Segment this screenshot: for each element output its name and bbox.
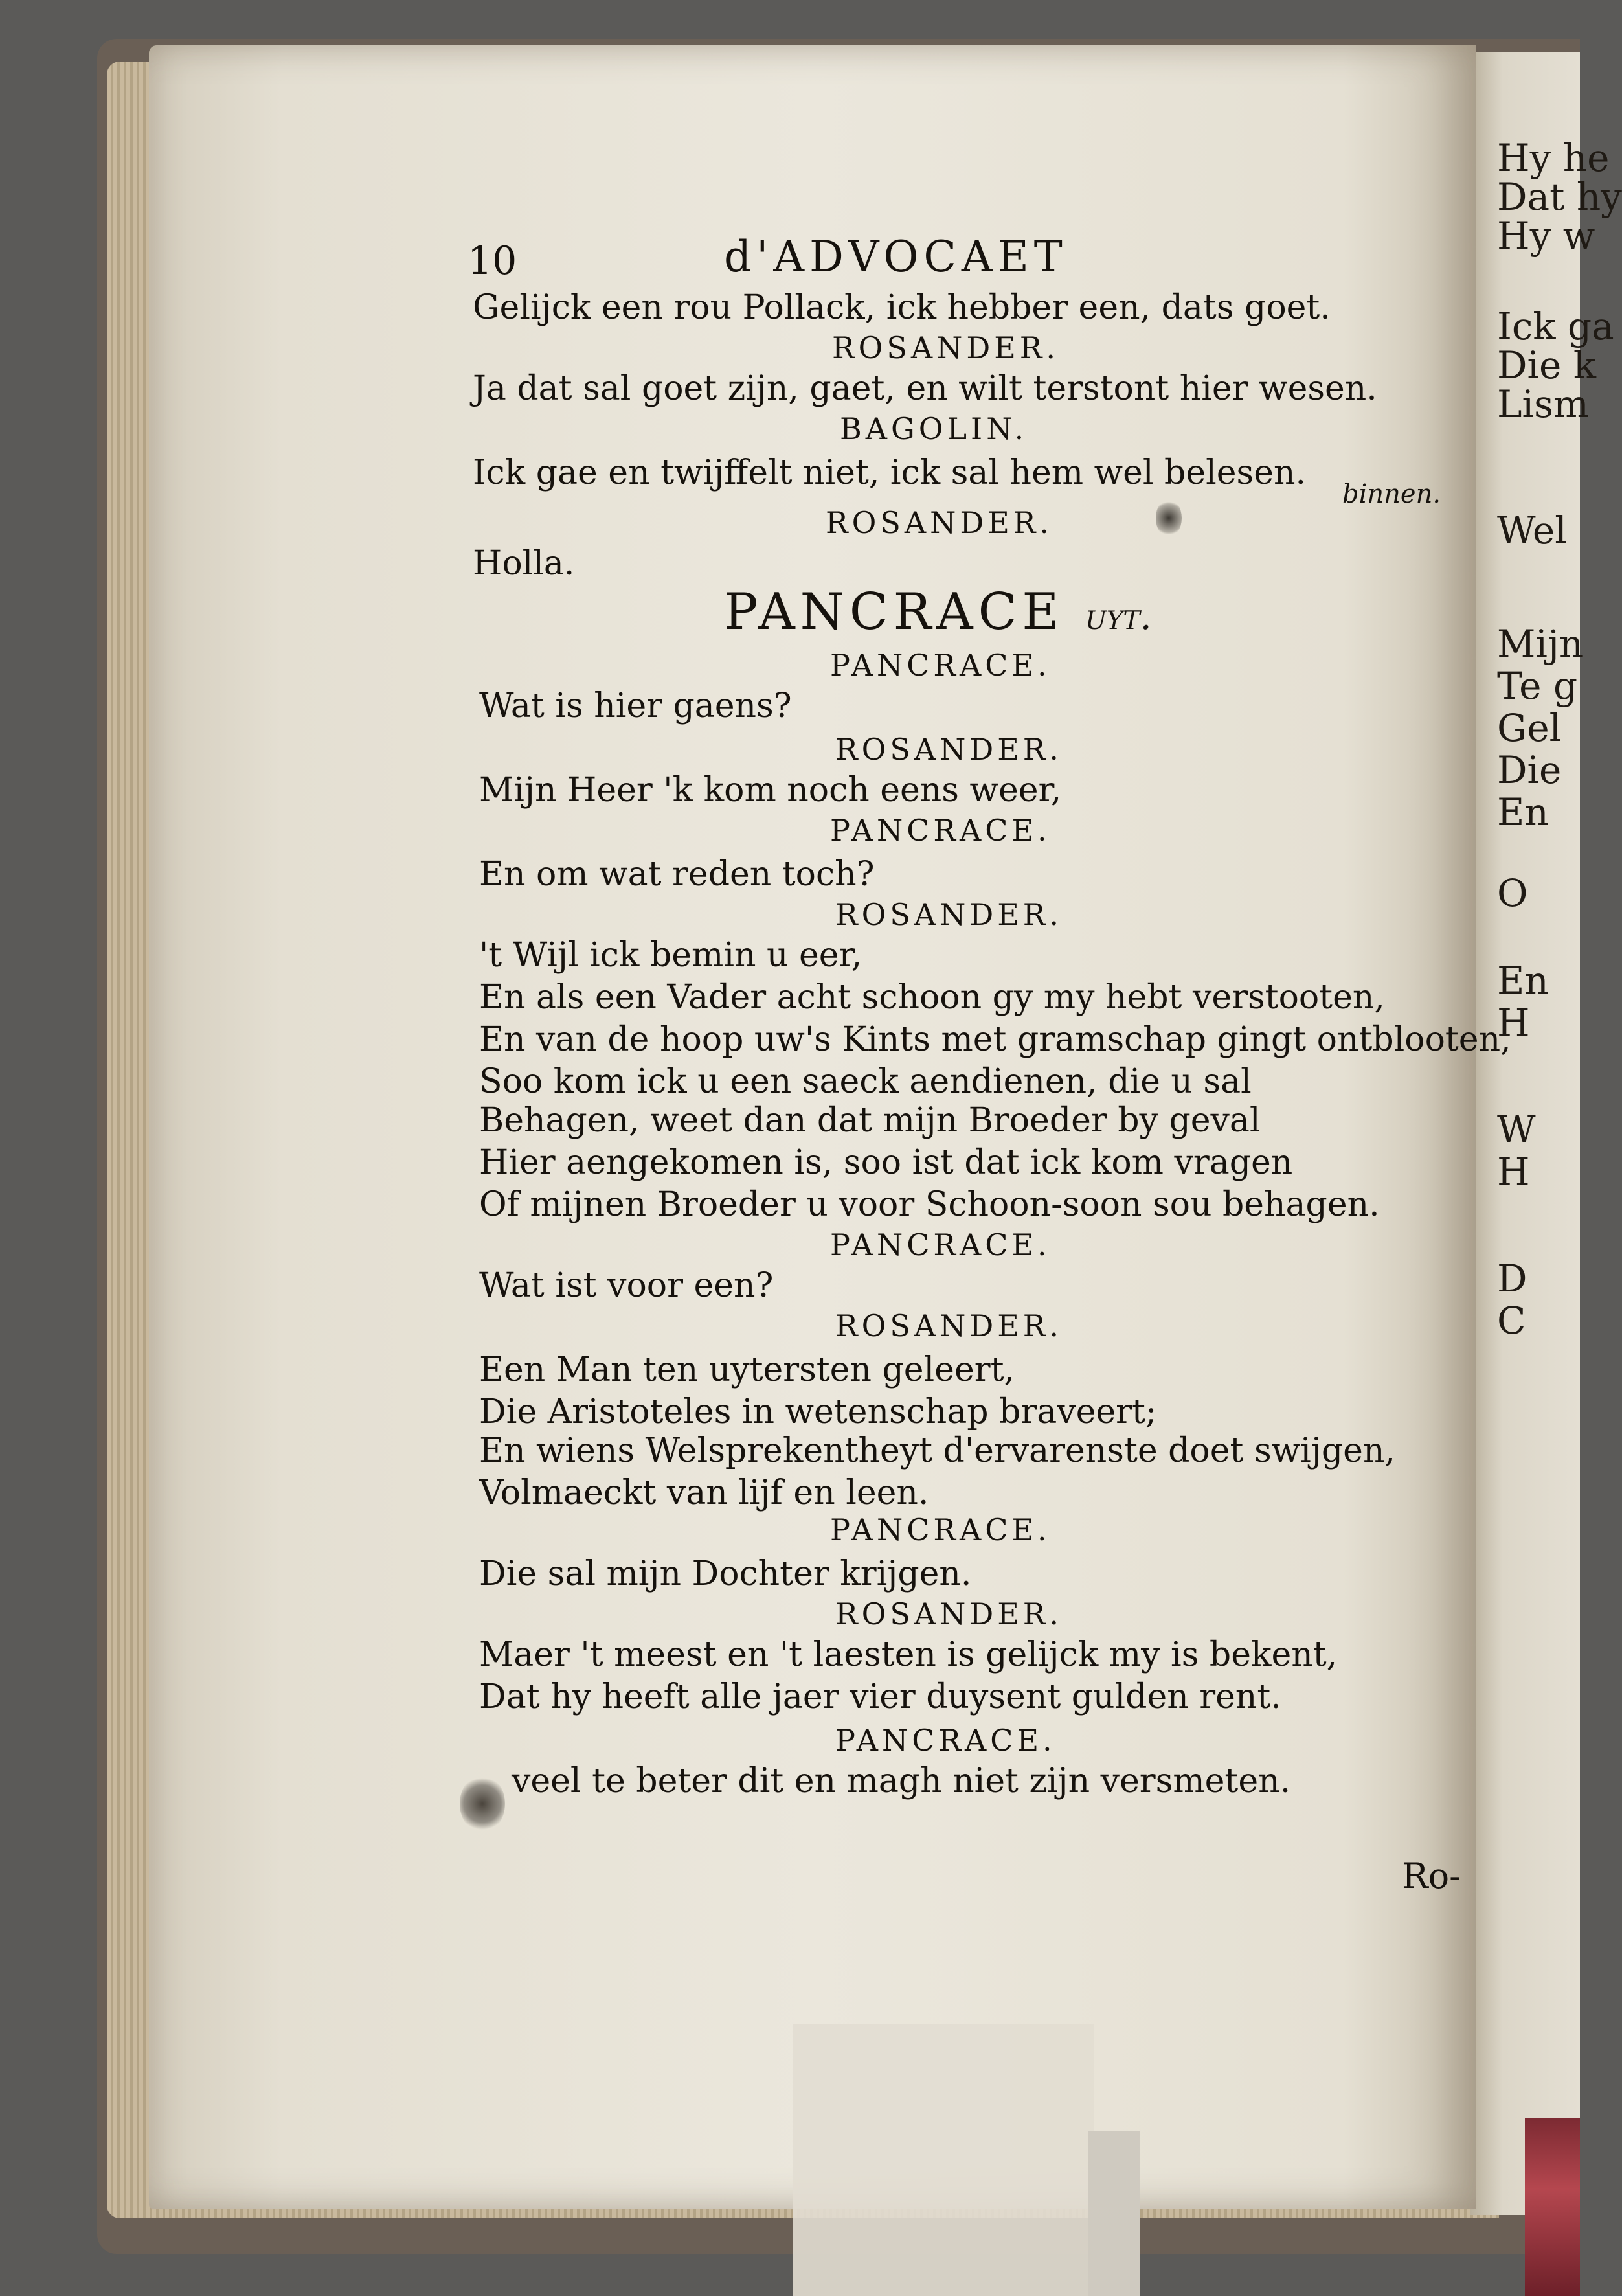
verse-line: En wiens Welsprekentheyt d'ervarenste doet swijgen, (479, 1431, 1395, 1470)
speaker-name: PANCRACE. (830, 1227, 1051, 1262)
facing-page-fragment: En (1497, 790, 1549, 834)
facing-page-fragment: C (1497, 1299, 1526, 1343)
verse-line: En als een Vader acht schoon gy my hebt verstooten, (479, 978, 1385, 1017)
facing-page-fragment: O (1497, 871, 1528, 915)
verse-line: Gelijck een rou Pollack, ick hebber een, dats goet. (473, 288, 1331, 327)
speaker-name: PANCRACE. (830, 1512, 1051, 1547)
entrance-heading (724, 583, 1152, 641)
verse-line: Die Aristoteles in wetenschap braveert; (479, 1392, 1157, 1431)
verse-line: Dat hy heeft alle jaer vier duysent gulden rent. (479, 1677, 1281, 1716)
verse-line: Volmaeckt van lijf en leen. (479, 1473, 929, 1512)
speaker-name: BAGOLIN. (840, 411, 1028, 446)
verse-line: Wat ist voor een? (479, 1266, 774, 1305)
stage-direction: binnen. (1342, 479, 1441, 509)
verse-line: Ja dat sal goet zijn, gaet, en wilt terstont hier wesen. (473, 369, 1377, 408)
speaker-name: PANCRACE. (835, 1723, 1056, 1758)
speaker-name: ROSANDER. (832, 330, 1060, 365)
verse-line: veel te beter dit en magh niet zijn versmeten. (512, 1762, 1291, 1801)
verse-line: Mijn Heer 'k kom noch eens weer, (479, 771, 1062, 810)
facing-page-fragment: W (1497, 1108, 1536, 1152)
facing-page-fragment: Dat hy (1497, 175, 1622, 219)
verse-line: 't Wijl ick bemin u eer, (479, 936, 862, 975)
verse-line: Holla. (473, 544, 575, 583)
verse-line: Soo kom ick u een saeck aendienen, die u sal (479, 1062, 1252, 1101)
facing-page-fragment: H (1497, 1001, 1530, 1045)
facing-page-fragment: Gel (1497, 706, 1562, 750)
verse-line: Wat is hier gaens? (479, 687, 792, 725)
entrance-name: PANCRACE (724, 583, 1064, 641)
verse-line: En van de hoop uw's Kints met gramschap gingt ontblooten, (479, 1020, 1511, 1059)
verse-line: Maer 't meest en 't laesten is gelijck my is bekent, (479, 1635, 1338, 1674)
facing-page-fragment: Ick ga (1497, 304, 1614, 348)
entrance-suffix: uyt. (1085, 596, 1152, 638)
speaker-name: PANCRACE. (830, 813, 1051, 848)
facing-page-fragment: Te g (1497, 664, 1578, 708)
facing-page-fragment: H (1497, 1150, 1530, 1194)
verse-line: Een Man ten uytersten geleert, (479, 1350, 1015, 1389)
speaker-name: ROSANDER. (835, 1597, 1063, 1631)
facing-page-fragment: Lism (1497, 382, 1589, 426)
page-number: 10 (467, 238, 517, 284)
facing-page-fragment: Mijn (1497, 622, 1584, 666)
facing-page-fragment: Hy w (1497, 214, 1595, 258)
catchword: Ro- (1402, 1856, 1461, 1896)
facing-page-fragment: D (1497, 1256, 1527, 1301)
facing-page-fragment: Die k (1497, 343, 1596, 387)
speaker-name: ROSANDER. (835, 897, 1063, 932)
verse-line: Die sal mijn Dochter krijgen. (479, 1554, 972, 1593)
speaker-name: ROSANDER. (835, 732, 1063, 767)
speaker-name: ROSANDER. (826, 505, 1053, 540)
verse-line: Hier aengekomen is, soo ist dat ick kom vragen (479, 1143, 1293, 1182)
speaker-name: ROSANDER. (835, 1308, 1063, 1343)
verse-line: Behagen, weet dan dat mijn Broeder by geval (479, 1101, 1261, 1140)
facing-page-fragment: Wel (1497, 508, 1567, 552)
verse-line: Ick gae en twijffelt niet, ick sal hem wel belesen. (473, 453, 1306, 492)
facing-page-fragment: En (1497, 959, 1549, 1003)
facing-page-fragment: Die (1497, 748, 1562, 792)
running-head: d'ADVOCAET (724, 232, 1068, 282)
verse-line: Of mijnen Broeder u voor Schoon-soon sou behagen. (479, 1185, 1380, 1224)
facing-page-fragment: Hy he (1497, 136, 1610, 180)
speaker-name: PANCRACE. (830, 648, 1051, 683)
verse-line: En om wat reden toch? (479, 855, 875, 894)
